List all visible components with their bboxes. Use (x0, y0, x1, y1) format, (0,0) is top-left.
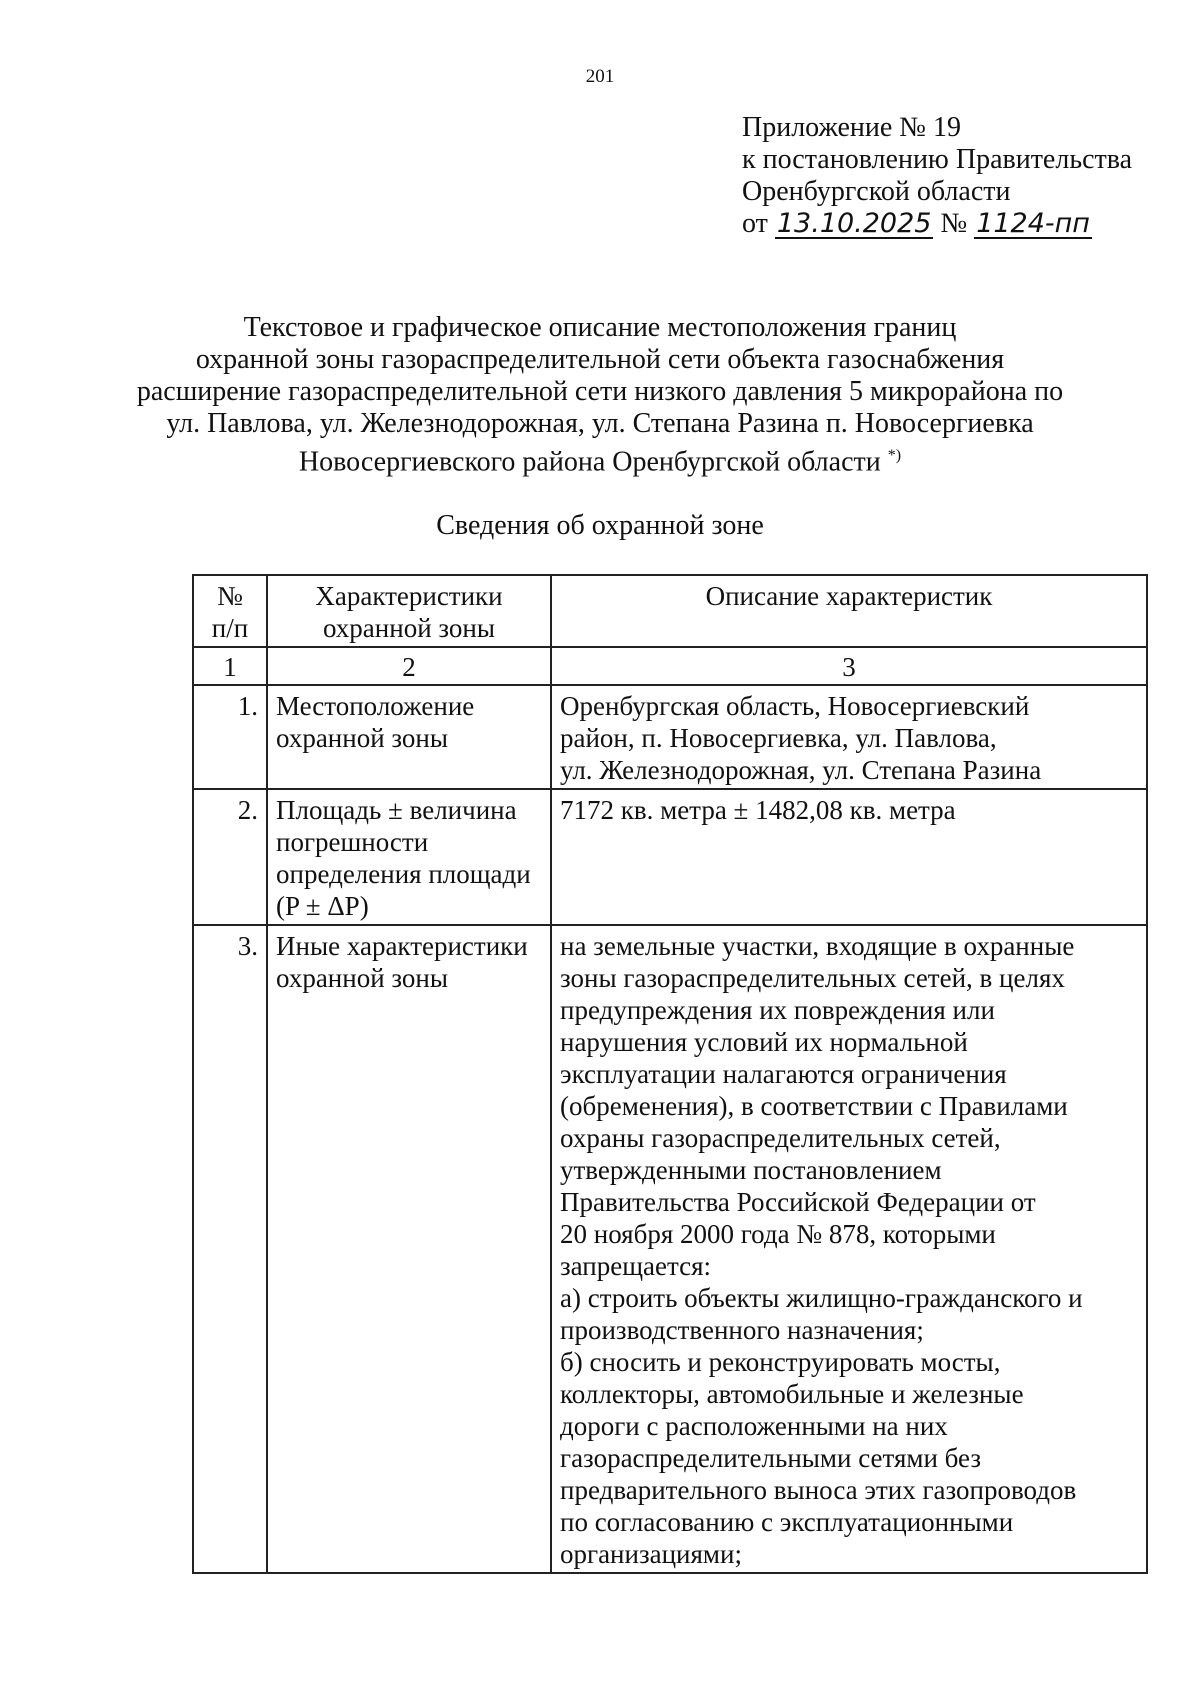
index-cell: 2 (267, 647, 551, 685)
table-header-row (193, 575, 1147, 647)
table-row (193, 789, 1147, 925)
protected-zone-table (192, 574, 1148, 1574)
page-number: 201 (585, 66, 615, 87)
table-row (193, 925, 1147, 1573)
number-prefix: № (940, 208, 968, 239)
header-description: Описание характеристик (551, 575, 1147, 647)
handwritten-date: 13.10.2025 (776, 208, 932, 239)
row-characteristic: Площадь ± величина погрешности определения площади (P ± ΔP) (267, 789, 551, 925)
row-description: на земельные участки, входящие в охранные зоны газораспределительных сетей, в целях предупреждения их повреждения или нарушения условий их нормальной эксплуатации налагаются ограничения (обременения), в соответствии с Правилами охраны газораспределительных сетей, утвержденными постановлением Правительства Российской Федерации от 20 ноября 2000 года № 878, которыми запрещается: а) строить объекты жилищно-гражданского и производственного назначения; б) сносить и реконструировать мосты, коллекторы, автомобильные и железные дороги с расположенными на них газораспределительными сетями без предварительного выноса этих газопроводов по согласованию с эксплуатационными организациями; (551, 925, 1147, 1573)
index-cell: 1 (193, 647, 267, 685)
title-line: охранной зоны газораспределительной сети объекта газоснабжения (195, 344, 1005, 375)
index-cell: 3 (551, 647, 1147, 685)
title-line-text: Новосергиевского района Оренбургской области (298, 446, 881, 478)
title-line-last (0, 440, 1200, 478)
row-num: 2. (193, 789, 267, 925)
row-description: Оренбургская область, Новосергиевский район, п. Новосергиевка, ул. Павлова, ул. Железнодорожная, ул. Степана Разина (551, 685, 1147, 789)
appendix-number: Приложение № 19 (742, 112, 961, 143)
row-num: 1. (193, 685, 267, 789)
row-num: 3. (193, 925, 267, 1573)
appendix-date-line (742, 208, 1132, 240)
document-title (0, 312, 1200, 478)
title-line: ул. Павлова, ул. Железнодорожная, ул. Степана Разина п. Новосергиевка (166, 408, 1034, 439)
title-line: Текстовое и графическое описание местоположения границ (243, 312, 957, 343)
table-index-row (193, 647, 1147, 685)
row-characteristic: Иные характеристики охранной зоны (267, 925, 551, 1573)
handwritten-number: 1124-пп (976, 208, 1090, 239)
title-line: расширение газораспределительной сети низкого давления 5 микрорайона по (136, 376, 1064, 407)
appendix-region: Оренбургской области (742, 176, 1011, 207)
header-characteristic: Характеристики охранной зоны (267, 575, 551, 647)
appendix-resolution: к постановлению Правительства (742, 144, 1133, 175)
row-characteristic: Местоположение охранной зоны (267, 685, 551, 789)
header-num: № п/п (193, 575, 267, 647)
table-row (193, 685, 1147, 789)
row-description: 7172 кв. метра ± 1482,08 кв. метра (551, 789, 1147, 925)
date-prefix: от (742, 208, 768, 239)
footnote-mark: *) (887, 447, 902, 464)
section-title: Сведения об охранной зоне (436, 510, 764, 541)
appendix-block (742, 112, 1132, 240)
